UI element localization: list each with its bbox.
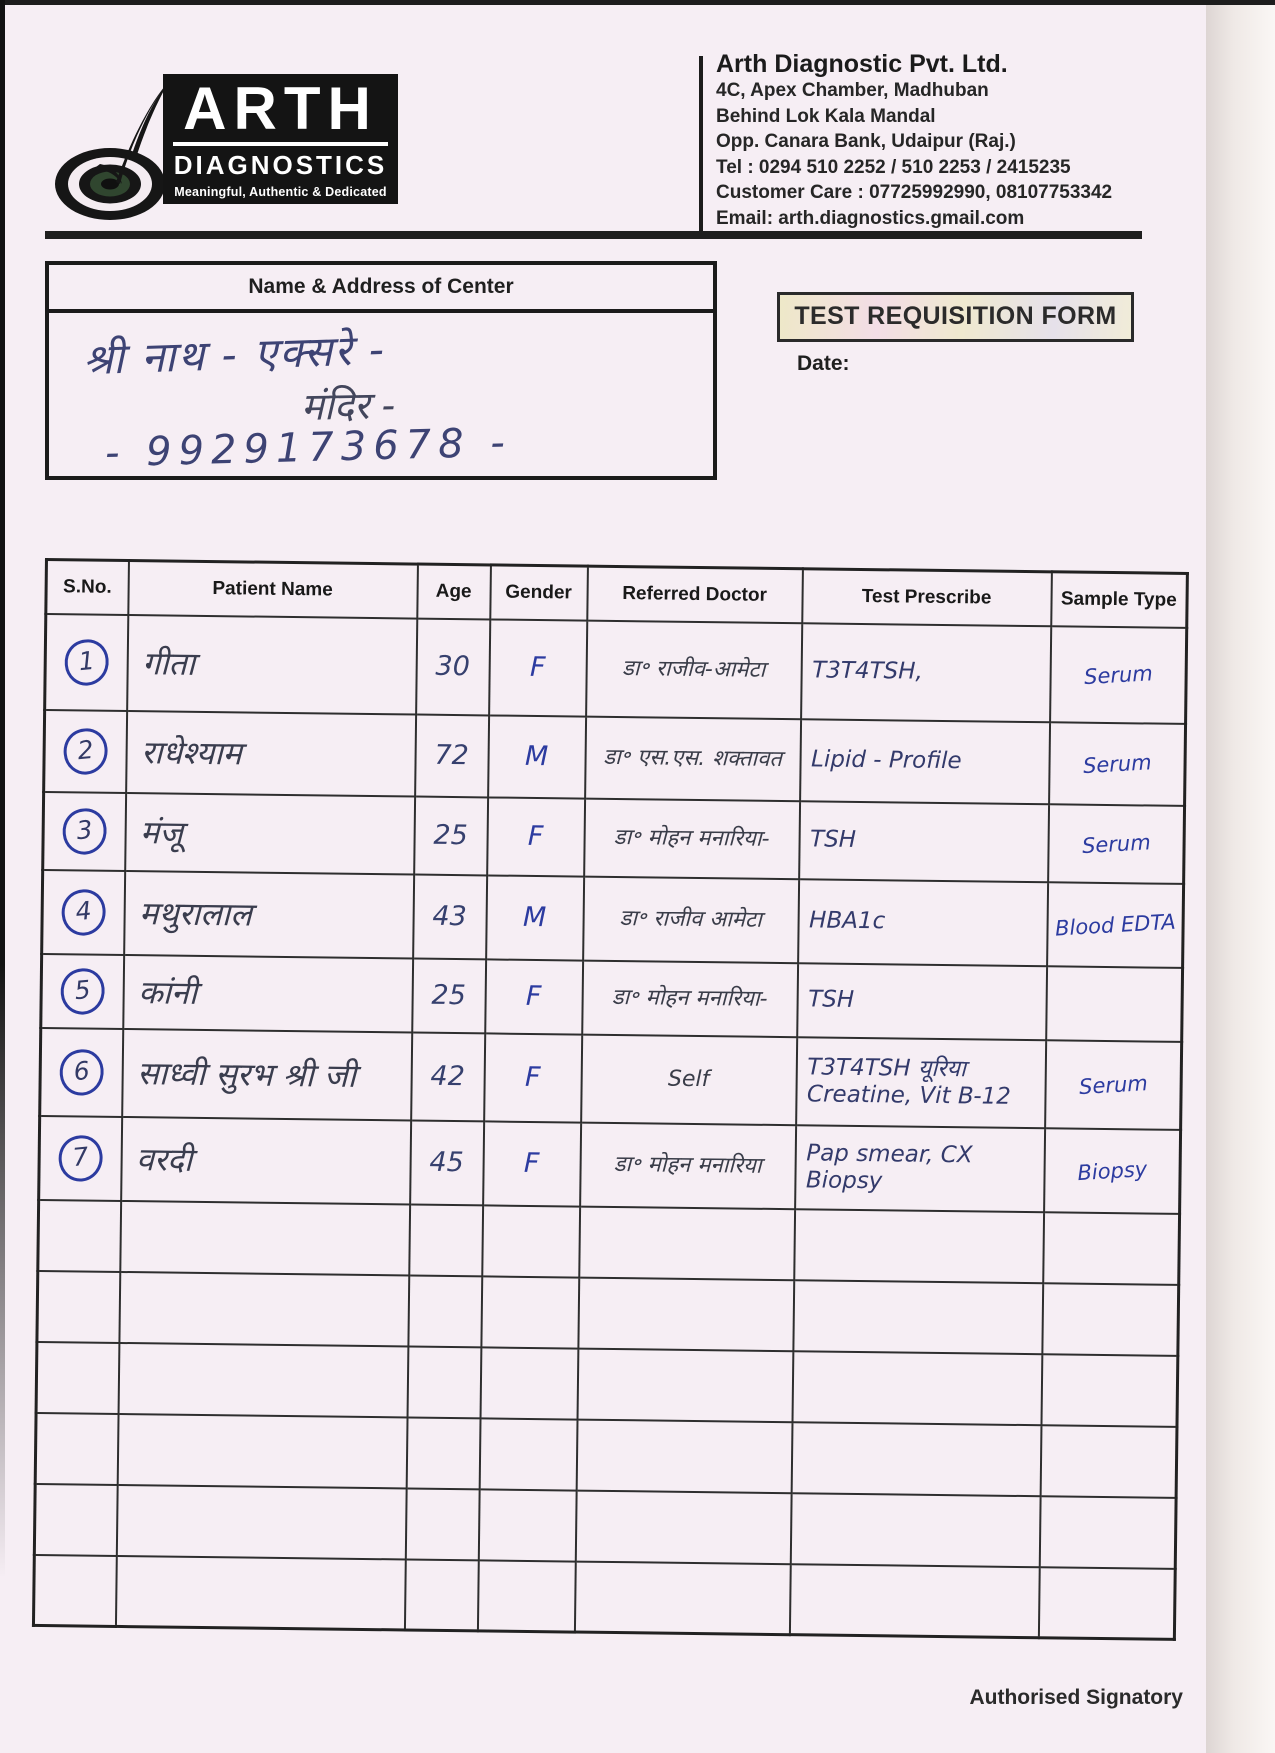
sno-circled-number: 1 — [62, 637, 110, 687]
empty-cell — [790, 1493, 1040, 1567]
cell-sno — [39, 1115, 122, 1200]
cell-age: 25 — [414, 796, 488, 875]
empty-cell — [115, 1555, 405, 1630]
empty-cell — [409, 1204, 483, 1276]
table-row — [41, 953, 1183, 1041]
sno-circled-number: 2 — [61, 726, 109, 776]
table-row — [44, 710, 1186, 806]
cell-test: TSH — [797, 963, 1047, 1040]
cell-name: मथुरालाल — [124, 870, 414, 958]
company-telephone: Tel : 0294 510 2252 / 510 2253 / 2415235 — [716, 156, 1071, 178]
authorised-signatory-label: Authorised Signatory — [969, 1686, 1183, 1709]
cell-doctor: डा॰ मोहन मनारिया- — [584, 798, 800, 879]
cell-doctor: डा॰ मोहन मनारिया- — [582, 960, 798, 1037]
cell-test: HBA1c — [798, 879, 1048, 966]
empty-cell — [791, 1422, 1041, 1496]
empty-cell — [33, 1554, 116, 1626]
cell-gender: F — [487, 797, 585, 876]
header-sample-type: Sample Type — [1051, 572, 1188, 628]
logo-tagline: Meaningful, Authentic & Dedicated — [174, 185, 387, 199]
empty-cell — [1039, 1496, 1176, 1569]
company-address-line: Opp. Canara Bank, Udaipur (Raj.) — [716, 131, 1016, 152]
empty-cell — [406, 1417, 480, 1489]
empty-cell — [407, 1346, 481, 1418]
empty-cell — [577, 1348, 793, 1422]
header-test-prescribe: Test Prescribe — [802, 569, 1052, 626]
cell-name: साध्वी सुरभ श्री जी — [122, 1028, 412, 1120]
empty-cell — [480, 1347, 578, 1419]
empty-cell — [578, 1277, 794, 1351]
cell-name: वरदी — [121, 1116, 411, 1204]
cell-sample: Serum — [1046, 801, 1186, 887]
cell-doctor: डा॰ एस.एस. शक्तावत — [585, 716, 801, 801]
cell-age: 42 — [411, 1032, 485, 1121]
cell-test: TSH — [799, 801, 1049, 882]
table-row — [39, 1115, 1181, 1213]
cell-gender: F — [489, 619, 587, 716]
cell-gender: F — [484, 1033, 582, 1122]
empty-cell — [1043, 1212, 1180, 1285]
empty-cell — [482, 1205, 580, 1277]
empty-cell — [35, 1412, 118, 1484]
letterhead-divider — [699, 56, 703, 232]
cell-sno — [44, 710, 127, 793]
sno-circled-number: 5 — [58, 966, 106, 1016]
logo-brand-text: ARTH — [173, 78, 388, 146]
cell-test: T3T4TSH, — [801, 623, 1051, 722]
sno-circled-number: 7 — [56, 1133, 104, 1183]
cell-doctor: डा॰ राजीव आमेटा — [583, 876, 799, 963]
cell-sample: Serum — [1047, 719, 1187, 809]
cell-name: गीता — [127, 615, 417, 715]
cell-doctor: डा॰ मोहन मनारिया — [580, 1122, 796, 1209]
empty-cell — [37, 1270, 120, 1342]
empty-cell — [479, 1418, 577, 1490]
empty-cell — [116, 1484, 406, 1559]
center-address-box — [45, 261, 717, 480]
empty-cell — [481, 1276, 579, 1348]
paper-right-edge — [1206, 0, 1275, 1753]
empty-cell — [794, 1209, 1044, 1283]
form-title: TEST REQUISITION FORM — [777, 292, 1134, 342]
header-referred-doctor: Referred Doctor — [587, 566, 803, 623]
empty-cell — [405, 1488, 479, 1560]
cell-age: 45 — [410, 1120, 484, 1205]
cell-sno — [40, 1027, 123, 1116]
empty-cell — [477, 1560, 575, 1632]
empty-cell — [118, 1342, 408, 1417]
handwritten-phone: - 9929173678 - — [104, 419, 513, 477]
cell-sample: Biopsy — [1042, 1125, 1183, 1217]
header-patient-name: Patient Name — [128, 561, 418, 619]
cell-name: कांनी — [123, 954, 413, 1032]
empty-cell — [792, 1351, 1042, 1425]
empty-cell — [34, 1483, 117, 1555]
requisition-table-body — [33, 614, 1186, 1640]
cell-doctor: Self — [581, 1034, 797, 1125]
cell-sno — [42, 869, 125, 954]
cell-gender: F — [485, 959, 583, 1034]
empty-cell — [1040, 1425, 1177, 1498]
cell-age: 30 — [416, 618, 490, 715]
sno-circled-number: 3 — [60, 806, 108, 856]
logo — [163, 74, 398, 204]
cell-gender: M — [488, 715, 586, 798]
cell-gender: F — [483, 1121, 581, 1206]
cell-sno — [41, 953, 124, 1028]
empty-cell — [793, 1280, 1043, 1354]
empty-cell — [38, 1199, 121, 1271]
cell-sno — [45, 614, 128, 711]
empty-cell — [579, 1206, 795, 1280]
scan-left-edge — [0, 0, 5, 1753]
handwritten-center-name-2: मंदिर - — [300, 383, 396, 429]
empty-cell — [120, 1200, 410, 1275]
center-box-title: Name & Address of Center — [49, 265, 713, 313]
empty-cell — [789, 1564, 1039, 1638]
table-row — [40, 1027, 1182, 1129]
requisition-table — [32, 558, 1189, 1641]
empty-cell — [575, 1490, 791, 1564]
cell-sno — [43, 792, 126, 871]
cell-sample: Serum — [1043, 1037, 1184, 1133]
company-info — [716, 50, 1116, 231]
empty-cell — [576, 1419, 792, 1493]
cell-test: T3T4TSH यूरिया Creatine, Vit B-12 — [796, 1037, 1046, 1128]
empty-cell — [117, 1413, 407, 1488]
cell-age: 43 — [413, 874, 487, 959]
sno-circled-number: 4 — [59, 887, 107, 937]
cell-age: 25 — [412, 958, 486, 1033]
empty-cell — [408, 1275, 482, 1347]
cell-age: 72 — [415, 714, 489, 797]
cell-name: राधेश्याम — [126, 711, 416, 797]
empty-cell — [404, 1559, 478, 1631]
letterhead-rule — [45, 231, 1142, 239]
header-age: Age — [417, 564, 491, 619]
table-row — [43, 792, 1185, 884]
cell-sample: Serum — [1048, 623, 1189, 727]
cell-test: Lipid - Profile — [800, 719, 1050, 804]
empty-cell — [1042, 1283, 1179, 1356]
cell-test: Pap smear, CX Biopsy — [795, 1125, 1045, 1212]
empty-cell — [36, 1341, 119, 1413]
company-name: Arth Diagnostic Pvt. Ltd. — [716, 50, 1008, 78]
table-row — [42, 869, 1184, 967]
empty-table-row — [33, 1554, 1175, 1639]
cell-sample: Blood EDTA — [1045, 879, 1186, 971]
company-customer-care: Customer Care : 07725992990, 08107753342 — [716, 182, 1113, 203]
scan-top-edge — [0, 0, 1275, 5]
logo-sub-text: DIAGNOSTICS — [173, 150, 388, 180]
empty-cell — [574, 1561, 790, 1635]
handwritten-center-name: श्री नाथ - एक्सरे - — [82, 324, 387, 385]
empty-cell — [119, 1271, 409, 1346]
cell-name: मंजू — [125, 793, 415, 875]
cell-doctor: डा॰ राजीव-आमेटा — [586, 620, 802, 719]
header-sno: S.No. — [46, 560, 129, 615]
company-address-line: 4C, Apex Chamber, Madhuban — [716, 80, 989, 101]
company-address-line: Behind Lok Kala Mandal — [716, 105, 936, 127]
company-email: Email: arth.diagnostics.gmail.com — [716, 207, 1025, 229]
table-row — [45, 614, 1187, 724]
empty-cell — [1038, 1567, 1175, 1640]
cell-gender: M — [486, 875, 584, 960]
date-label: Date: — [797, 352, 850, 375]
empty-cell — [1041, 1354, 1178, 1427]
header-gender: Gender — [490, 565, 588, 620]
sno-circled-number: 6 — [57, 1047, 105, 1097]
cell-sample — [1044, 963, 1184, 1045]
empty-cell — [478, 1489, 576, 1561]
